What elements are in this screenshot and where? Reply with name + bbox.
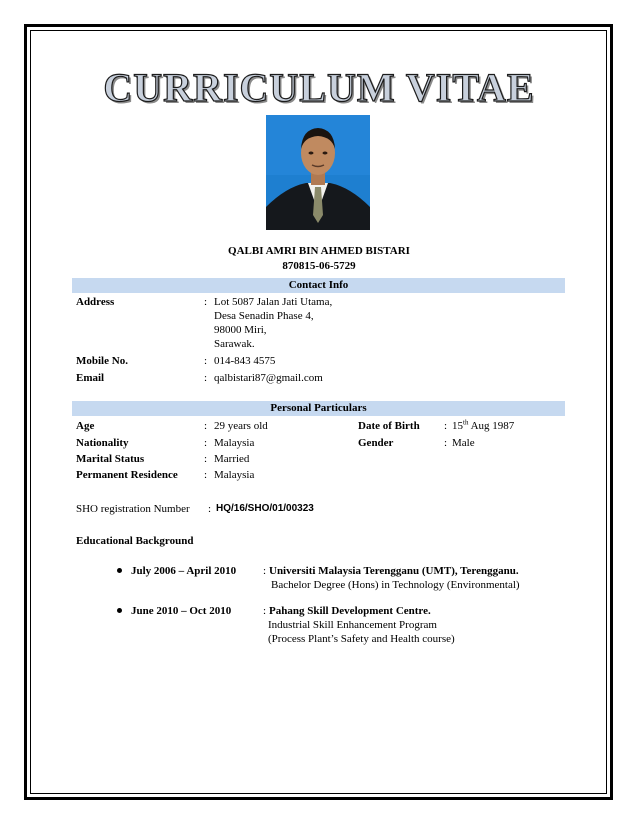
address-separator: : (204, 296, 208, 308)
nationality-label: Nationality (76, 437, 129, 449)
education-institution-2: Pahang Skill Development Centre. (269, 605, 431, 617)
marital-status-value: Married (214, 453, 250, 465)
mobile-value: 014-843 4575 (214, 355, 276, 367)
education-institution-1: Universiti Malaysia Terengganu (UMT), Terengganu. (269, 565, 519, 577)
nationality-separator: : (204, 437, 208, 449)
age-separator: : (204, 420, 208, 432)
address-line-4: Sarawak. (214, 338, 255, 350)
gender-value: Male (452, 437, 475, 449)
candidate-id-number: 870815-06-5729 (282, 260, 356, 272)
permanent-residence-value: Malaysia (214, 469, 255, 481)
email-label: Email (76, 372, 105, 384)
age-value: 29 years old (214, 420, 268, 432)
education-detail-1-1: Bachelor Degree (Hons) in Technology (Environmental) (271, 579, 520, 591)
address-line-3: 98000 Miri, (214, 324, 267, 336)
nationality-value: Malaysia (214, 437, 255, 449)
education-separator-1: : (263, 565, 267, 577)
email-value: qalbistari87@gmail.com (214, 372, 323, 384)
marital-status-label: Marital Status (76, 453, 145, 465)
bullet-icon (117, 608, 122, 613)
dob-separator: : (444, 420, 448, 432)
address-label: Address (76, 296, 115, 308)
education-separator-2: : (263, 605, 267, 617)
personal-particulars-header: Personal Particulars (72, 401, 565, 416)
education-period-2: June 2010 – Oct 2010 (131, 605, 232, 617)
contact-info-header: Contact Info (72, 278, 565, 293)
sho-value: HQ/16/SHO/01/00323 (216, 503, 314, 514)
mobile-label: Mobile No. (76, 355, 128, 367)
permanent-residence-separator: : (204, 469, 208, 481)
email-separator: : (204, 372, 208, 384)
education-detail-2-1: Industrial Skill Enhancement Program (268, 619, 437, 631)
candidate-name: QALBI AMRI BIN AHMED BISTARI (228, 245, 410, 257)
sho-separator: : (208, 503, 212, 515)
education-heading: Educational Background (76, 535, 194, 547)
sho-label: SHO registration Number (76, 503, 190, 515)
education-period-1: July 2006 – April 2010 (131, 565, 237, 577)
dob-value: 15th Aug 1987 (452, 418, 515, 432)
gender-label: Gender (358, 437, 394, 449)
mobile-separator: : (204, 355, 208, 367)
profile-photo (266, 115, 370, 230)
bullet-icon (117, 568, 122, 573)
gender-separator: : (444, 437, 448, 449)
permanent-residence-label: Permanent Residence (76, 469, 178, 481)
address-line-2: Desa Senadin Phase 4, (214, 310, 314, 322)
dob-label: Date of Birth (358, 420, 420, 432)
age-label: Age (76, 420, 95, 432)
document-title: CURRICULUM VITAE (103, 65, 535, 110)
address-line-1: Lot 5087 Jalan Jati Utama, (214, 296, 333, 308)
candidate-name-block (0, 244, 638, 274)
education-detail-2-2: (Process Plant’s Safety and Health course) (268, 633, 455, 645)
marital-status-separator: : (204, 453, 208, 465)
